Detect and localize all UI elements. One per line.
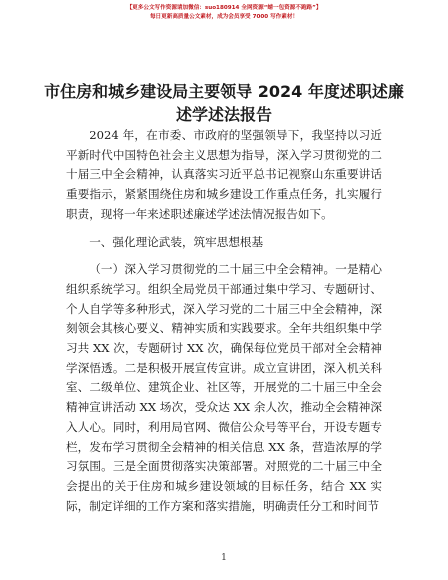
promo-banner bbox=[0, 4, 448, 22]
section-heading: 一、强化理论武装，筑牢思想根基 bbox=[89, 234, 264, 249]
page-number: 1 bbox=[221, 553, 227, 563]
promo-banner-line-1: 【更多公文写作资源请加微信：suo180914 全网资源“蜻一包资源不跑路”】 bbox=[126, 5, 322, 11]
document-body bbox=[66, 126, 382, 516]
body-paragraph: （一）深入学习贯彻党的二十届三中全会精神。一是精心组织系统学习。组织全局党员干部通过集中学习、专题研讨、个人自学等多种形式，深入学习党的二十届三中全会精神，深刻领会其核心要义、精神实质和实践要求。全年共组织集中学习共 XX 次，专题研讨 XX 次，确保每位党员干部对全会精神学深悟透。二是积极开展宣传宣讲。成立宣讲团，深入机关科室、二级单位、建筑企业、社区等，开展党的二十届三中全会精神宣讲活动 XX 场次，受众达 XX 余人次，推动全会精神深入人心。同时，利用局官网、微信公众号等平台，开设专题专栏，发布学习贯彻全会精神的相关信息 XX 条，营造浓厚的学习氛围。三是全面贯彻落实决策部署。对照党的二十届三中全会提出的关于住房和城乡建设领域的目标任务，结合 XX 实际，制定详细的工作方案和落实措施，明确责任分工和时间节 bbox=[66, 262, 382, 513]
document-title: 市住房和城乡建设局主要领导 2024 年度述职述廉述学述法报告 bbox=[44, 82, 404, 124]
promo-banner-line-2: 每日更新高质量公文素材，成为会员享受 7000 写作素材！ bbox=[149, 14, 299, 20]
intro-paragraph: 2024 年，在市委、市政府的坚强领导下，我坚持以习近平新时代中国特色社会主义思想为指导，深入学习贯彻党的二十届三中全会精神，认真落实习近平总书记视察山东重要讲话重要指示，紧紧围绕住房和城乡建设工作重点任务，扎实履行职责，现将一年来述职述廉述学述法情况报告如下。 bbox=[66, 128, 382, 221]
